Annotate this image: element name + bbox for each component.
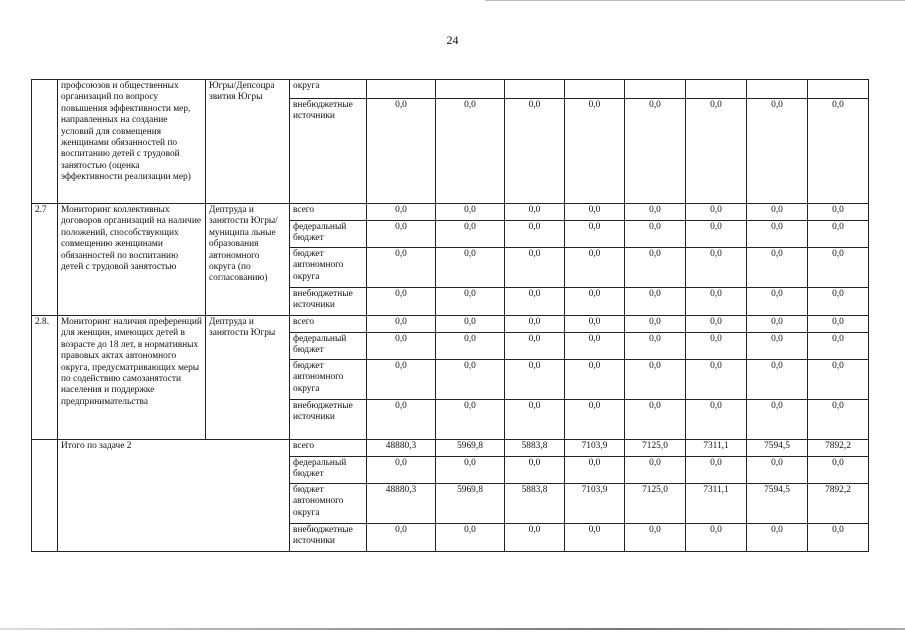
measure-cell: профсоюзов и общественных организаций по вопросу повышения эффективности мер, направленных на создание условий для совмещения женщинами обязанностей по воспитанию детей с трудовой занятостью (оценка эффективности реализации мер) <box>58 80 206 204</box>
value-cell: 48880,3 <box>367 440 436 457</box>
value-cell: 0,0 <box>436 248 505 288</box>
source-cell: всего <box>290 316 367 333</box>
value-cell: 0,0 <box>565 316 625 333</box>
source-cell: внебюджетные источники <box>290 400 367 440</box>
value-cell: 0,0 <box>625 288 686 316</box>
value-cell: 0,0 <box>565 457 625 484</box>
value-cell: 7125,0 <box>625 484 686 524</box>
value-cell: 0,0 <box>505 99 565 204</box>
value-cell: 5969,8 <box>436 484 505 524</box>
value-cell: 0,0 <box>625 99 686 204</box>
value-cell: 0,0 <box>686 333 747 360</box>
measure-cell: Мониторинг наличия преференций для женщин, имеющих детей в возрасте до 18 лет, в нормативных правовых актах автономного округа, предусматривающих меры по содействию самозанятости населения и поддержке предпринимательства <box>58 316 206 440</box>
value-cell: 7311,1 <box>686 484 747 524</box>
value-cell: 7103,9 <box>565 484 625 524</box>
value-cell <box>747 80 808 99</box>
value-cell: 0,0 <box>747 204 808 221</box>
page-number: 24 <box>446 33 459 47</box>
value-cell: 5969,8 <box>436 440 505 457</box>
source-cell: округа <box>290 80 367 99</box>
value-cell: 0,0 <box>625 333 686 360</box>
value-cell: 0,0 <box>367 400 436 440</box>
value-cell <box>625 80 686 99</box>
value-cell: 0,0 <box>565 204 625 221</box>
value-cell: 0,0 <box>808 288 869 316</box>
value-cell: 0,0 <box>505 288 565 316</box>
row-number-cell <box>32 80 58 204</box>
value-cell: 7125,0 <box>625 440 686 457</box>
value-cell: 0,0 <box>747 288 808 316</box>
value-cell: 0,0 <box>747 316 808 333</box>
value-cell: 0,0 <box>686 316 747 333</box>
value-cell: 0,0 <box>505 333 565 360</box>
value-cell: 0,0 <box>367 457 436 484</box>
value-cell: 0,0 <box>808 221 869 248</box>
value-cell: 7892,2 <box>808 484 869 524</box>
value-cell: 0,0 <box>565 248 625 288</box>
value-cell: 0,0 <box>565 360 625 400</box>
value-cell: 0,0 <box>505 316 565 333</box>
value-cell <box>367 80 436 99</box>
table-row <box>32 316 869 333</box>
source-cell: федеральный бюджет <box>290 333 367 360</box>
value-cell: 0,0 <box>367 221 436 248</box>
value-cell: 0,0 <box>686 99 747 204</box>
value-cell <box>436 80 505 99</box>
source-cell: бюджет автономного округа <box>290 484 367 524</box>
value-cell: 0,0 <box>505 221 565 248</box>
value-cell: 0,0 <box>686 360 747 400</box>
scan-artifact-top <box>485 0 905 1</box>
value-cell: 0,0 <box>808 524 869 552</box>
value-cell: 0,0 <box>367 288 436 316</box>
executor-cell: Югры/Депсоцра звития Югры <box>206 80 290 204</box>
value-cell: 0,0 <box>367 333 436 360</box>
value-cell: 0,0 <box>367 360 436 400</box>
value-cell: 0,0 <box>565 333 625 360</box>
executor-cell: Дептруда и занятости Югры/муниципа льные образования автономного округа (по согласованию) <box>206 204 290 316</box>
value-cell: 0,0 <box>808 99 869 204</box>
value-cell: 0,0 <box>367 316 436 333</box>
value-cell: 0,0 <box>686 204 747 221</box>
value-cell: 0,0 <box>436 204 505 221</box>
value-cell: 0,0 <box>808 248 869 288</box>
value-cell: 0,0 <box>565 221 625 248</box>
source-cell: бюджет автономного округа <box>290 360 367 400</box>
value-cell: 0,0 <box>505 400 565 440</box>
value-cell: 7892,2 <box>808 440 869 457</box>
program-table <box>31 79 869 552</box>
value-cell: 0,0 <box>367 248 436 288</box>
value-cell: 5883,8 <box>505 440 565 457</box>
row-number-cell: 2.7 <box>32 204 58 316</box>
value-cell: 0,0 <box>747 333 808 360</box>
source-cell: внебюджетные источники <box>290 524 367 552</box>
value-cell: 0,0 <box>436 99 505 204</box>
value-cell: 0,0 <box>436 524 505 552</box>
value-cell: 0,0 <box>808 204 869 221</box>
value-cell <box>565 80 625 99</box>
table-row <box>32 440 869 457</box>
source-cell: федеральный бюджет <box>290 457 367 484</box>
value-cell: 0,0 <box>747 99 808 204</box>
value-cell: 0,0 <box>747 221 808 248</box>
value-cell: 0,0 <box>436 316 505 333</box>
source-cell: всего <box>290 440 367 457</box>
value-cell: 0,0 <box>808 333 869 360</box>
value-cell: 0,0 <box>625 524 686 552</box>
value-cell: 7311,1 <box>686 440 747 457</box>
value-cell: 0,0 <box>367 204 436 221</box>
value-cell: 0,0 <box>565 288 625 316</box>
value-cell: 0,0 <box>436 360 505 400</box>
row-number-cell: 2.8. <box>32 316 58 440</box>
value-cell: 0,0 <box>505 524 565 552</box>
value-cell <box>686 80 747 99</box>
value-cell: 0,0 <box>808 457 869 484</box>
source-cell: внебюджетные источники <box>290 288 367 316</box>
scan-artifact-bottom <box>0 628 905 630</box>
value-cell: 0,0 <box>625 316 686 333</box>
value-cell: 0,0 <box>747 360 808 400</box>
value-cell: 0,0 <box>625 204 686 221</box>
value-cell: 0,0 <box>686 221 747 248</box>
value-cell <box>808 80 869 99</box>
value-cell: 0,0 <box>808 360 869 400</box>
source-cell: федеральный бюджет <box>290 221 367 248</box>
value-cell: 0,0 <box>436 221 505 248</box>
value-cell: 0,0 <box>367 524 436 552</box>
value-cell: 7594,5 <box>747 484 808 524</box>
value-cell: 0,0 <box>747 457 808 484</box>
value-cell: 7103,9 <box>565 440 625 457</box>
value-cell: 0,0 <box>686 400 747 440</box>
measure-cell: Мониторинг коллективных договоров организаций на наличие положений, способствующих совмещению женщинами обязанностей по воспитанию детей с трудовой занятостью <box>58 204 206 316</box>
value-cell: 0,0 <box>436 457 505 484</box>
value-cell: 48880,3 <box>367 484 436 524</box>
value-cell: 0,0 <box>686 457 747 484</box>
value-cell: 0,0 <box>686 248 747 288</box>
value-cell: 0,0 <box>625 360 686 400</box>
executor-cell: Дептруда и занятости Югры <box>206 316 290 440</box>
source-cell: внебюджетные источники <box>290 99 367 204</box>
value-cell: 0,0 <box>367 99 436 204</box>
source-cell: бюджет автономного округа <box>290 248 367 288</box>
row-number-cell <box>32 440 58 552</box>
value-cell: 0,0 <box>625 221 686 248</box>
value-cell: 0,0 <box>747 400 808 440</box>
value-cell: 0,0 <box>436 333 505 360</box>
value-cell <box>505 80 565 99</box>
table-row <box>32 80 869 99</box>
value-cell: 0,0 <box>505 204 565 221</box>
value-cell: 0,0 <box>565 400 625 440</box>
value-cell: 0,0 <box>505 360 565 400</box>
value-cell: 0,0 <box>505 248 565 288</box>
value-cell: 0,0 <box>808 316 869 333</box>
value-cell: 0,0 <box>686 524 747 552</box>
table-row <box>32 204 869 221</box>
value-cell: 0,0 <box>565 99 625 204</box>
value-cell: 0,0 <box>625 400 686 440</box>
value-cell: 0,0 <box>625 457 686 484</box>
value-cell: 0,0 <box>436 288 505 316</box>
value-cell: 0,0 <box>565 524 625 552</box>
total-label-cell: Итого по задаче 2 <box>58 440 290 552</box>
value-cell: 5883,8 <box>505 484 565 524</box>
value-cell: 0,0 <box>747 248 808 288</box>
value-cell: 7594,5 <box>747 440 808 457</box>
value-cell: 0,0 <box>686 288 747 316</box>
value-cell: 0,0 <box>625 248 686 288</box>
value-cell: 0,0 <box>747 524 808 552</box>
value-cell: 0,0 <box>436 400 505 440</box>
value-cell: 0,0 <box>808 400 869 440</box>
value-cell: 0,0 <box>505 457 565 484</box>
source-cell: всего <box>290 204 367 221</box>
